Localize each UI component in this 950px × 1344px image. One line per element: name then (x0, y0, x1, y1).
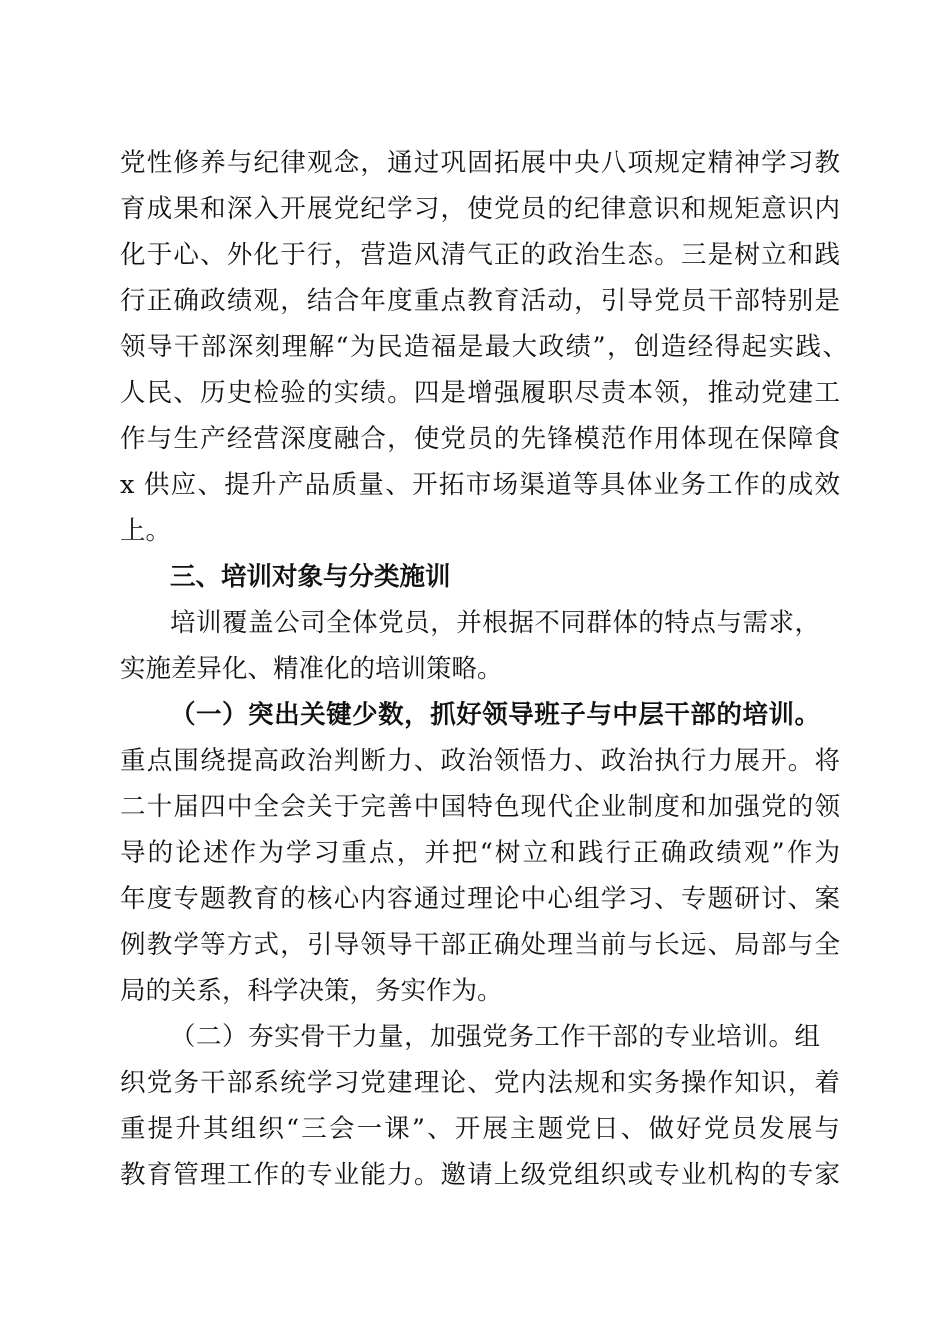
text-line: 重点围绕提高政治判断力、政治领悟力、政治执行力展开。将 (120, 746, 840, 776)
text-line: 织党务干部系统学习党建理论、党内法规和实务操作知识，着 (120, 1068, 840, 1098)
text-line: 上。 (120, 516, 172, 546)
text-line: 育成果和深入开展党纪学习，使党员的纪律意识和规矩意识内 (120, 194, 840, 224)
text-line: 年度专题教育的核心内容通过理论中心组学习、专题研讨、案 (120, 884, 840, 914)
text-line: 作与生产经营深度融合，使党员的先锋模范作用体现在保障食 (120, 424, 840, 454)
text-line: 党性修养与纪律观念，通过巩固拓展中央八项规定精神学习教 (120, 148, 840, 178)
text-line: 人民、历史检验的实绩。四是增强履职尽责本领，推动党建工 (120, 378, 840, 408)
subsection-heading: （二）夯实骨干力量，加强党务工作干部的专业培训。组 (170, 1022, 820, 1052)
text-line: 重提升其组织“三会一课”、开展主题党日、做好党员发展与 (120, 1114, 840, 1144)
subsection-heading: （一）突出关键少数，抓好领导班子与中层干部的培训。 (170, 700, 820, 730)
text-line: x 供应、提升产品质量、开拓市场渠道等具体业务工作的成效 (120, 470, 840, 500)
text-line: 行正确政绩观，结合年度重点教育活动，引导党员干部特别是 (120, 286, 840, 316)
section-heading: 三、培训对象与分类施训 (170, 562, 451, 592)
text-line: 二十届四中全会关于完善中国特色现代企业制度和加强党的领 (120, 792, 840, 822)
text-line: 局的关系，科学决策，务实作为。 (120, 976, 503, 1006)
text-line: 导的论述作为学习重点，并把“树立和践行正确政绩观”作为 (120, 838, 840, 868)
text-line: 领导干部深刻理解“为民造福是最大政绩”，创造经得起实践、 (120, 332, 848, 362)
text-line: 化于心、外化于行，营造风清气正的政治生态。三是树立和践 (120, 240, 840, 270)
text-line: 例教学等方式，引导领导干部正确处理当前与长远、局部与全 (120, 930, 840, 960)
text-line: 实施差异化、精准化的培训策略。 (120, 654, 503, 684)
text-line: 教育管理工作的专业能力。邀请上级党组织或专业机构的专家 (120, 1160, 840, 1190)
text-line: 培训覆盖公司全体党员，并根据不同群体的特点与需求， (170, 608, 820, 638)
